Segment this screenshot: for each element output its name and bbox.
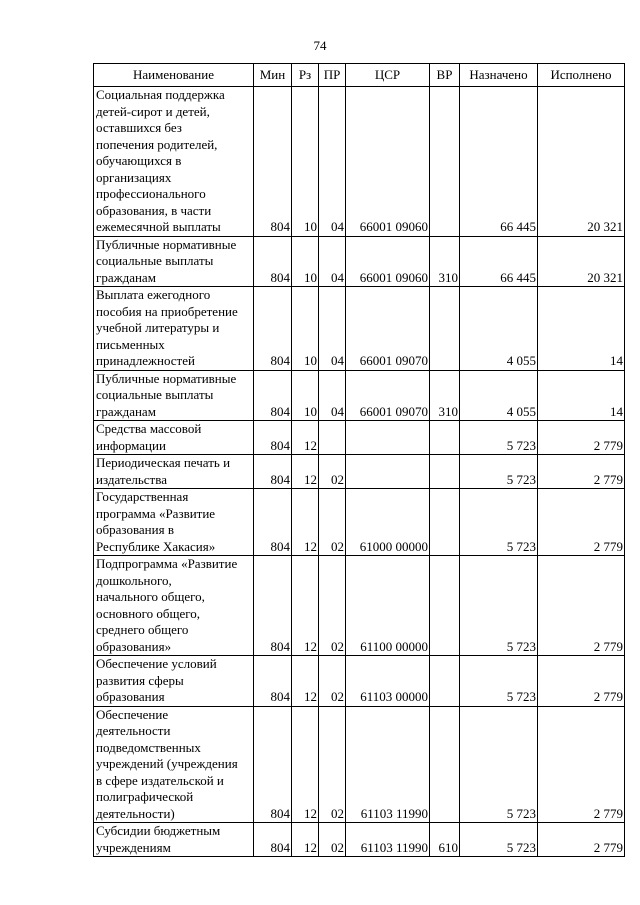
cell-assigned: 5 723: [460, 556, 538, 656]
cell-vr: [430, 489, 460, 556]
cell-name: Социальная поддержка детей-сирот и детей, оставшихся без попечения родителей, обучающихся в организациях профессионального образования, в части ежемесячной выплаты: [94, 87, 254, 237]
cell-rz: 12: [292, 489, 319, 556]
cell-csr: 61103 00000: [346, 656, 430, 707]
cell-min: 804: [254, 370, 292, 421]
header-csr: ЦСР: [346, 64, 430, 87]
cell-executed: 2 779: [538, 421, 625, 455]
cell-min: 804: [254, 236, 292, 287]
header-vr: ВР: [430, 64, 460, 87]
cell-min: 804: [254, 656, 292, 707]
cell-pr: 04: [319, 236, 346, 287]
cell-name: Публичные нормативные социальные выплаты гражданам: [94, 236, 254, 287]
cell-pr: 04: [319, 87, 346, 237]
cell-csr: 66001 09060: [346, 87, 430, 237]
cell-name: Публичные нормативные социальные выплаты гражданам: [94, 370, 254, 421]
cell-min: 804: [254, 455, 292, 489]
table-row: [94, 489, 625, 556]
cell-assigned: 5 723: [460, 489, 538, 556]
cell-rz: 12: [292, 823, 319, 857]
cell-name: Субсидии бюджетным учреждениям: [94, 823, 254, 857]
page-number: 74: [313, 38, 327, 53]
header-assigned: Назначено: [460, 64, 538, 87]
cell-csr: 66001 09070: [346, 287, 430, 371]
table-row: [94, 421, 625, 455]
cell-pr: 02: [319, 455, 346, 489]
cell-csr: 66001 09060: [346, 236, 430, 287]
cell-vr: [430, 656, 460, 707]
cell-executed: 2 779: [538, 706, 625, 823]
cell-name: Периодическая печать и издательства: [94, 455, 254, 489]
cell-vr: 610: [430, 823, 460, 857]
header-executed: Исполнено: [538, 64, 625, 87]
table-row: [94, 236, 625, 287]
cell-csr: 66001 09070: [346, 370, 430, 421]
cell-vr: [430, 556, 460, 656]
header-rz: Рз: [292, 64, 319, 87]
cell-pr: 02: [319, 556, 346, 656]
cell-assigned: 5 723: [460, 455, 538, 489]
cell-rz: 12: [292, 706, 319, 823]
table-row: [94, 370, 625, 421]
cell-executed: 20 321: [538, 87, 625, 237]
cell-assigned: 5 723: [460, 823, 538, 857]
cell-name: Обеспечение условий развития сферы образования: [94, 656, 254, 707]
cell-assigned: 4 055: [460, 370, 538, 421]
cell-vr: [430, 706, 460, 823]
cell-vr: [430, 87, 460, 237]
cell-executed: 2 779: [538, 556, 625, 656]
cell-csr: 61103 11990: [346, 823, 430, 857]
table-row: [94, 87, 625, 237]
cell-min: 804: [254, 489, 292, 556]
cell-min: 804: [254, 556, 292, 656]
cell-min: 804: [254, 823, 292, 857]
cell-rz: 10: [292, 287, 319, 371]
cell-assigned: 5 723: [460, 421, 538, 455]
cell-vr: 310: [430, 236, 460, 287]
cell-rz: 12: [292, 656, 319, 707]
cell-rz: 12: [292, 421, 319, 455]
cell-csr: [346, 455, 430, 489]
cell-executed: 2 779: [538, 489, 625, 556]
cell-executed: 14: [538, 287, 625, 371]
cell-csr: 61100 00000: [346, 556, 430, 656]
cell-name: Выплата ежегодного пособия на приобретение учебной литературы и письменных принадлежностей: [94, 287, 254, 371]
cell-vr: 310: [430, 370, 460, 421]
cell-pr: 02: [319, 656, 346, 707]
cell-vr: [430, 421, 460, 455]
cell-executed: 14: [538, 370, 625, 421]
cell-min: 804: [254, 706, 292, 823]
cell-executed: 2 779: [538, 823, 625, 857]
budget-table: [93, 63, 625, 857]
cell-assigned: 5 723: [460, 706, 538, 823]
cell-rz: 12: [292, 556, 319, 656]
cell-rz: 10: [292, 370, 319, 421]
cell-pr: 02: [319, 706, 346, 823]
table-row: [94, 706, 625, 823]
table-body: [94, 87, 625, 857]
header-pr: ПР: [319, 64, 346, 87]
cell-assigned: 4 055: [460, 287, 538, 371]
cell-assigned: 66 445: [460, 87, 538, 237]
cell-csr: [346, 421, 430, 455]
cell-pr: 04: [319, 287, 346, 371]
table-row: [94, 823, 625, 857]
cell-name: Средства массовой информации: [94, 421, 254, 455]
cell-min: 804: [254, 421, 292, 455]
cell-assigned: 5 723: [460, 656, 538, 707]
cell-csr: 61103 11990: [346, 706, 430, 823]
cell-executed: 2 779: [538, 656, 625, 707]
header-name: Наименование: [94, 64, 254, 87]
cell-csr: 61000 00000: [346, 489, 430, 556]
table-row: [94, 455, 625, 489]
table-row: [94, 656, 625, 707]
cell-min: 804: [254, 287, 292, 371]
header-min: Мин: [254, 64, 292, 87]
cell-name: Государственная программа «Развитие образования в Республике Хакасия»: [94, 489, 254, 556]
table-row: [94, 556, 625, 656]
cell-vr: [430, 287, 460, 371]
cell-executed: 2 779: [538, 455, 625, 489]
table-row: [94, 287, 625, 371]
cell-pr: [319, 421, 346, 455]
cell-rz: 10: [292, 236, 319, 287]
cell-rz: 10: [292, 87, 319, 237]
cell-vr: [430, 455, 460, 489]
cell-name: Обеспечение деятельности подведомственных учреждений (учреждения в сфере издательской и полиграфической деятельности): [94, 706, 254, 823]
cell-pr: 04: [319, 370, 346, 421]
cell-pr: 02: [319, 823, 346, 857]
cell-pr: 02: [319, 489, 346, 556]
cell-name: Подпрограмма «Развитие дошкольного, начального общего, основного общего, среднего общего образования»: [94, 556, 254, 656]
cell-executed: 20 321: [538, 236, 625, 287]
cell-rz: 12: [292, 455, 319, 489]
cell-assigned: 66 445: [460, 236, 538, 287]
table-header-row: [94, 64, 625, 87]
cell-min: 804: [254, 87, 292, 237]
